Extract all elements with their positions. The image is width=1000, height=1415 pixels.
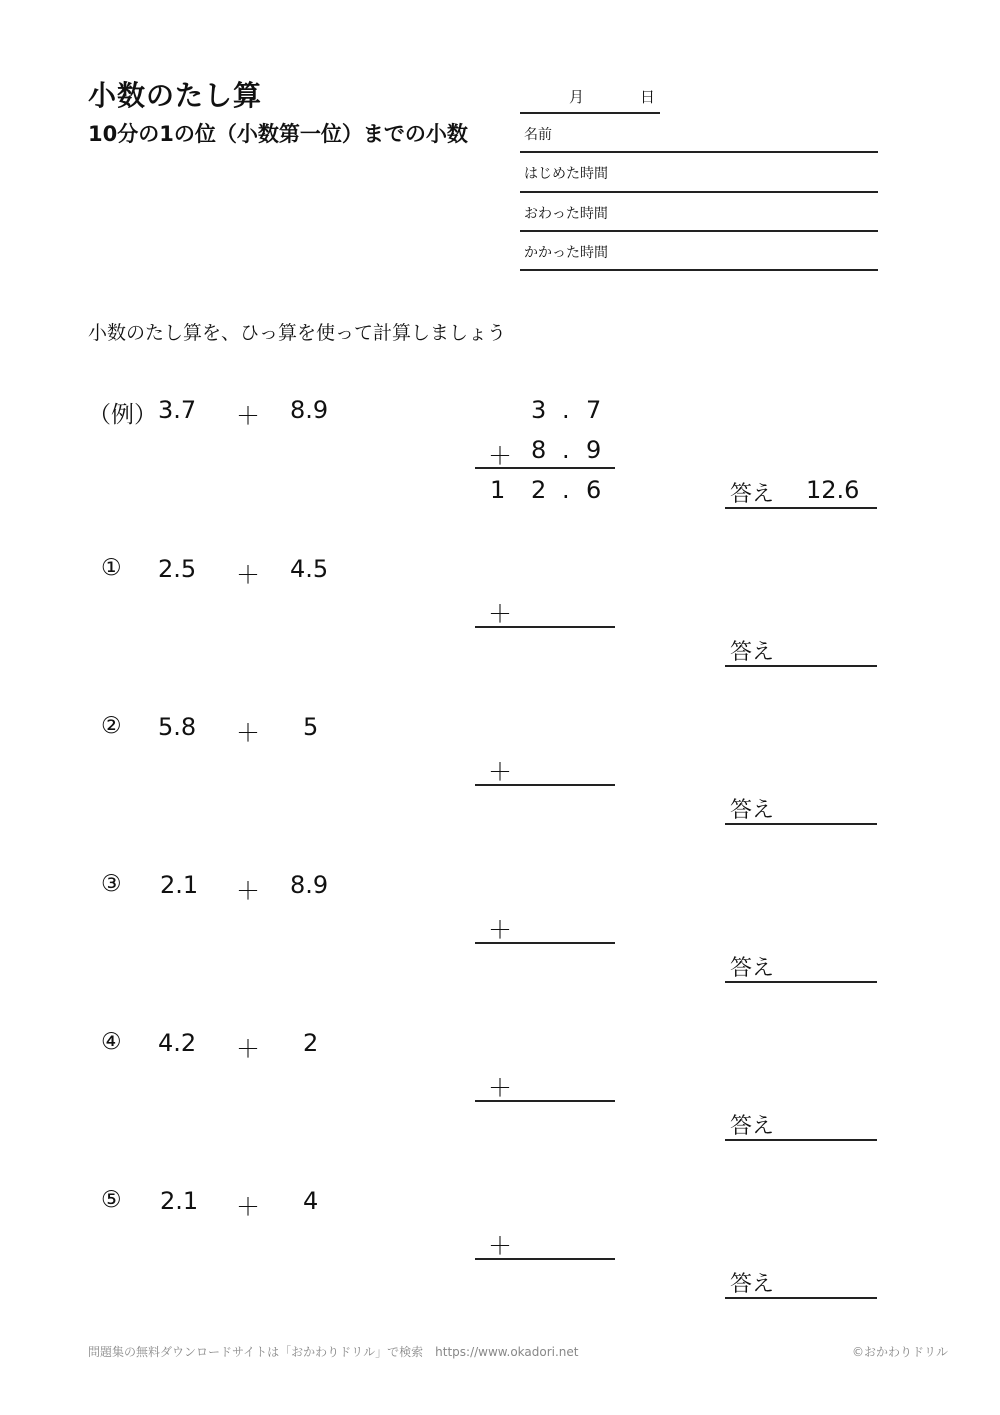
example-result-point: . — [562, 476, 570, 504]
problem-marker: ① — [101, 555, 122, 581]
date-underline — [520, 112, 660, 114]
month-label: 月 — [569, 88, 585, 106]
example-col-operator: ＋ — [488, 442, 512, 470]
start-time-field[interactable] — [520, 191, 878, 193]
example-col-digit: 7 — [586, 396, 602, 424]
column-operator: ＋ — [488, 758, 512, 786]
answer-label: 答え — [730, 1114, 775, 1139]
day-label: 日 — [640, 88, 656, 106]
operator: ＋ — [236, 719, 260, 747]
operator: ＋ — [236, 561, 260, 589]
column-rule — [475, 626, 615, 628]
name-label: 名前 — [524, 127, 552, 143]
example-answer-value: 12.6 — [806, 476, 860, 504]
name-field[interactable] — [520, 151, 878, 153]
example-answer-label: 答え — [730, 482, 775, 507]
answer-label: 答え — [730, 1272, 775, 1297]
footer-site-text: 問題集の無料ダウンロードサイトは「おかわりドリル」で検索 https://www.okadori.net — [88, 1345, 579, 1359]
elapsed-time-label: かかった時間 — [524, 245, 608, 261]
operand-b: 2 — [303, 1029, 319, 1057]
example-answer-line — [725, 507, 877, 509]
column-rule — [475, 784, 615, 786]
operator: ＋ — [236, 1193, 260, 1221]
column-rule — [475, 942, 615, 944]
footer-copyright: ©おかわりドリル — [852, 1345, 949, 1359]
problem-marker: ⑤ — [101, 1187, 122, 1213]
problem-marker: ③ — [101, 871, 122, 897]
column-rule — [475, 1100, 615, 1102]
answer-label: 答え — [730, 956, 775, 981]
example-operand-b: 8.9 — [290, 396, 329, 424]
operand-b: 4.5 — [290, 555, 329, 583]
example-result-digit: 6 — [586, 476, 602, 504]
page-title: 小数のたし算 — [88, 79, 263, 112]
column-operator: ＋ — [488, 1232, 512, 1260]
end-time-label: おわった時間 — [524, 206, 608, 222]
example-col-rule — [475, 467, 615, 469]
column-operator: ＋ — [488, 916, 512, 944]
end-time-field[interactable] — [520, 230, 878, 232]
answer-label: 答え — [730, 640, 775, 665]
example-operand-a: 3.7 — [158, 396, 197, 424]
elapsed-time-field[interactable] — [520, 269, 878, 271]
operand-b: 5 — [303, 713, 319, 741]
answer-line[interactable] — [725, 981, 877, 983]
column-rule — [475, 1258, 615, 1260]
problem-marker: ④ — [101, 1029, 122, 1055]
problem-marker: ② — [101, 713, 122, 739]
example-operator: ＋ — [236, 402, 260, 430]
example-col-point: . — [562, 436, 570, 464]
column-operator: ＋ — [488, 1074, 512, 1102]
answer-label: 答え — [730, 798, 775, 823]
operand-a: 4.2 — [158, 1029, 197, 1057]
operator: ＋ — [236, 877, 260, 905]
column-operator: ＋ — [488, 600, 512, 628]
operand-a: 5.8 — [158, 713, 197, 741]
page-subtitle: 10分の1の位（小数第一位）までの小数 — [88, 122, 468, 146]
operand-a: 2.1 — [160, 871, 199, 899]
example-col-point: . — [562, 396, 570, 424]
example-result-digit: 2 — [531, 476, 547, 504]
operand-b: 4 — [303, 1187, 319, 1215]
instruction-text: 小数のたし算を、ひっ算を使って計算しましょう — [88, 322, 507, 344]
answer-line[interactable] — [725, 1297, 877, 1299]
example-col-digit: 8 — [531, 436, 547, 464]
start-time-label: はじめた時間 — [524, 166, 608, 182]
operand-b: 8.9 — [290, 871, 329, 899]
answer-line[interactable] — [725, 1139, 877, 1141]
operand-a: 2.5 — [158, 555, 197, 583]
example-col-digit: 9 — [586, 436, 602, 464]
answer-line[interactable] — [725, 823, 877, 825]
operator: ＋ — [236, 1035, 260, 1063]
example-col-digit: 3 — [531, 396, 547, 424]
example-label: （例） — [88, 402, 157, 428]
example-result-digit: 1 — [490, 476, 506, 504]
answer-line[interactable] — [725, 665, 877, 667]
operand-a: 2.1 — [160, 1187, 199, 1215]
